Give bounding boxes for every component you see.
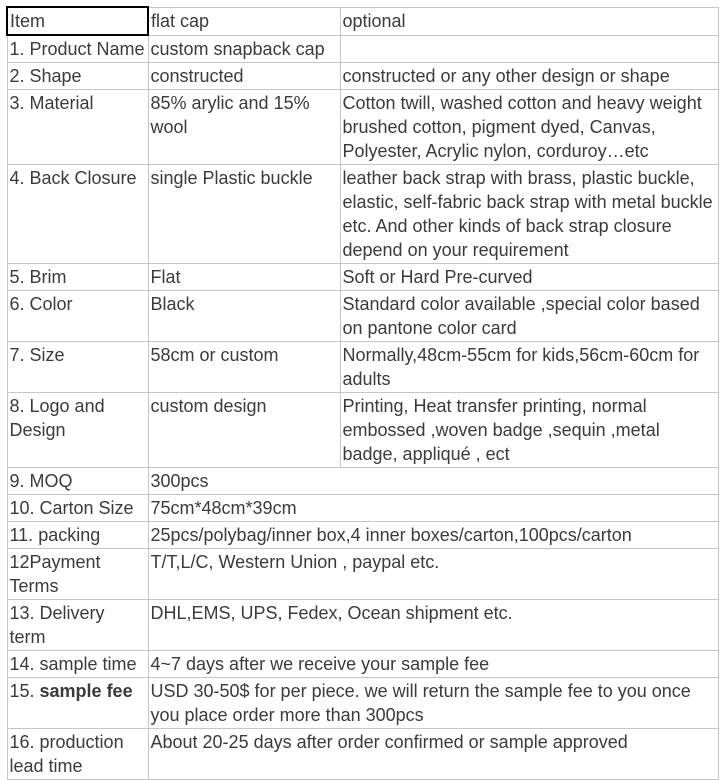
flat-cap-cell: custom design <box>148 393 340 468</box>
flat-cap-cell: custom snapback cap <box>148 35 340 63</box>
table-row <box>7 651 718 678</box>
item-cell <box>7 678 148 729</box>
product-spec-table <box>6 6 719 780</box>
table-row <box>7 393 718 468</box>
optional-cell: leather back strap with brass, plastic buckle, elastic, self-fabric back strap with metal buckle etc. And other kinds of back strap closure depend on your requirement <box>340 165 718 264</box>
table-row <box>7 342 718 393</box>
table-row <box>7 495 718 522</box>
optional-cell: Normally,48cm-55cm for kids,56cm-60cm for adults <box>340 342 718 393</box>
item-cell: 5. Brim <box>7 264 148 291</box>
table-row <box>7 678 718 729</box>
table-row <box>7 729 718 780</box>
item-header-cell-selected[interactable]: Item <box>7 7 148 35</box>
flat-cap-cell: Flat <box>148 264 340 291</box>
table-row <box>7 291 718 342</box>
item-label-prefix: 15. <box>9 681 40 701</box>
item-label-bold: sample fee <box>39 681 133 701</box>
item-cell: 3. Material <box>7 90 148 165</box>
optional-cell: constructed or any other design or shape <box>340 63 718 90</box>
table-row <box>7 600 718 651</box>
table-row <box>7 35 718 63</box>
item-cell: 7. Size <box>7 342 148 393</box>
table-row <box>7 468 718 495</box>
table-row <box>7 63 718 90</box>
item-cell: 2. Shape <box>7 63 148 90</box>
item-cell: 6. Color <box>7 291 148 342</box>
optional-cell: Cotton twill, washed cotton and heavy weight brushed cotton, pigment dyed, Canvas, Polyester, Acrylic nylon, corduroy…etc <box>340 90 718 165</box>
flat-cap-cell: 58cm or custom <box>148 342 340 393</box>
flat-cap-cell: constructed <box>148 63 340 90</box>
merged-value-cell: About 20-25 days after order confirmed or sample approved <box>148 729 718 780</box>
merged-value-cell: 300pcs <box>148 468 718 495</box>
merged-value-cell: T/T,L/C, Western Union , paypal etc. <box>148 549 718 600</box>
item-cell: 1. Product Name <box>7 35 148 63</box>
optional-header-cell: optional <box>340 7 718 35</box>
item-cell: 11. packing <box>7 522 148 549</box>
flat-cap-cell: Black <box>148 291 340 342</box>
flat-cap-cell: 85% arylic and 15% wool <box>148 90 340 165</box>
item-cell: 10. Carton Size <box>7 495 148 522</box>
table-row <box>7 90 718 165</box>
item-cell: 9. MOQ <box>7 468 148 495</box>
merged-value-cell: 75cm*48cm*39cm <box>148 495 718 522</box>
item-cell: 8. Logo and Design <box>7 393 148 468</box>
table-row <box>7 522 718 549</box>
merged-value-cell: 4~7 days after we receive your sample fee <box>148 651 718 678</box>
flat-cap-header-cell: flat cap <box>148 7 340 35</box>
table-row <box>7 549 718 600</box>
optional-cell: Standard color available ,special color based on pantone color card <box>340 291 718 342</box>
table-row <box>7 165 718 264</box>
optional-cell <box>340 35 718 63</box>
item-cell: 16. production lead time <box>7 729 148 780</box>
optional-cell: Printing, Heat transfer printing, normal embossed ,woven badge ,sequin ,metal badge, appliqué , ect <box>340 393 718 468</box>
item-cell: 13. Delivery term <box>7 600 148 651</box>
item-cell: 14. sample time <box>7 651 148 678</box>
merged-value-cell: DHL,EMS, UPS, Fedex, Ocean shipment etc. <box>148 600 718 651</box>
merged-value-cell: 25pcs/polybag/inner box,4 inner boxes/carton,100pcs/carton <box>148 522 718 549</box>
item-cell: 4. Back Closure <box>7 165 148 264</box>
table-row <box>7 264 718 291</box>
merged-value-cell: USD 30-50$ for per piece. we will return the sample fee to you once you place order more than 300pcs <box>148 678 718 729</box>
header-row <box>7 7 718 35</box>
optional-cell: Soft or Hard Pre-curved <box>340 264 718 291</box>
item-cell: 12Payment Terms <box>7 549 148 600</box>
flat-cap-cell: single Plastic buckle <box>148 165 340 264</box>
